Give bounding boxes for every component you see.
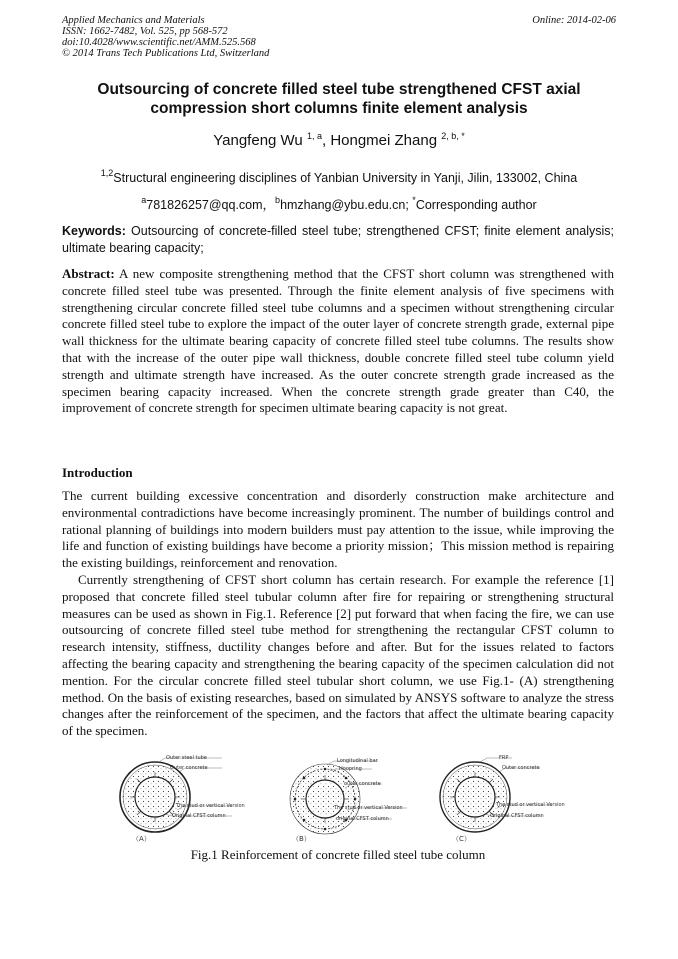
label-outer-concrete: Outer concrete — [502, 765, 540, 771]
panel-c — [440, 755, 565, 843]
label-outer-concrete: outer concrete — [344, 781, 381, 787]
label-stud: The stud or vertical Version — [334, 805, 403, 811]
copyright-line: © 2014 Trans Tech Publications Ltd, Switzerland — [62, 48, 270, 59]
corresponding-note: Corresponding author — [415, 198, 537, 212]
introduction-body — [62, 488, 614, 740]
affiliation — [62, 168, 616, 185]
label-original-cfst: original CFST column — [336, 816, 389, 822]
abstract-label: Abstract: — [62, 266, 115, 281]
email-line: $^a$781826257@qq.com，$^b$hmzhang@ybu.edu.cn; *Corresponding author — [141, 195, 537, 212]
email-link[interactable]: hmzhang@ybu.edu.cn; — [280, 198, 409, 212]
figure-reinforcement-diagram — [62, 755, 614, 845]
panel-c-label: （C） — [452, 835, 471, 843]
corresponding-star: * — [412, 195, 416, 205]
email-superscript: a — [141, 195, 147, 205]
original-cfst-core — [137, 779, 173, 815]
paragraph: The current building excessive concentration and disorderly construction make architecture and environmental contradictions have become increasingly prominent. The number of buildings control and rational planning of buildings into modern builders must pay attention to the issue, while improving the life and function of existing buildings have become a priority mission；This mission method is repairing the existing buildings, reinforcement and renovation. — [62, 488, 614, 571]
abstract-text: A new composite strengthening method that the CFST short column was strengthened with concrete filled steel tube was presented. Through the finite element analysis of five specimens with strengthening circular concrete filled steel tube columns and a specimen without strengthening circular concrete filled steel tube to explore the impact of the outer layer of concrete strength grade, external pipe wall thickness for the ultimate bearing capacity of concrete filled steel tube columns. The results show that with the increase of the outer pipe wall thickness, double concrete filled steel tube column yield strength and ultimate strength have increased. As the outer concrete strength grade increased as the specimen bearing capacity increased. When the concrete strength grade greater than C40, the improvement of concrete strength for specimen ultimate bearing capacity is not great. — [62, 266, 614, 416]
affiliation-superscript: 1,2 — [100, 168, 114, 178]
panel-a-label: （A） — [132, 835, 151, 843]
journal-name: Applied Mechanics and Materials — [62, 15, 205, 26]
label-hoopring: Hoopring — [339, 766, 362, 772]
journal-header — [62, 15, 269, 59]
email-superscript: b — [275, 195, 281, 205]
label-outer-steel-tube: Outer steel tube — [166, 755, 207, 761]
label-frp: FRP — [499, 755, 509, 761]
keywords-block — [62, 223, 614, 257]
label-original-cfst: Original CFST column — [172, 813, 226, 819]
panel-a — [120, 755, 245, 843]
keywords-text: Outsourcing of concrete-filled steel tube; strengthened CFST; finite element analysis; ultimate bearing capacity; — [62, 224, 614, 255]
affiliation-text: Structural engineering disciplines of Yanbian University in Yanji, Jilin, 133002, China — [113, 171, 578, 185]
paper-title: Outsourcing of concrete filled steel tube strengthened CFST axial compression short columns finite element analysis — [97, 81, 581, 117]
online-date: Online: 2014-02-06 — [532, 15, 616, 26]
figure-caption: Fig.1 Reinforcement of concrete filled steel tube column — [190, 847, 486, 862]
original-cfst-core — [457, 779, 493, 815]
doi-line: doi:10.4028/www.scientific.net/AMM.525.568 — [62, 37, 256, 48]
section-heading: Introduction — [62, 465, 133, 480]
issn-line: ISSN: 1662-7482, Vol. 525, pp 568-572 — [62, 26, 228, 37]
label-original-cfst: Original CFST column — [490, 813, 544, 819]
keywords-label: Keywords: — [62, 224, 126, 238]
panel-b — [290, 758, 407, 843]
author-superscript: 1, a — [306, 131, 322, 141]
author-superscript: 2, b, * — [441, 131, 465, 141]
label-outer-concrete: Outer concrete — [170, 765, 208, 771]
abstract-block — [62, 266, 614, 417]
author-name: Yangfeng Wu — [213, 132, 303, 149]
label-stud: The stud or vertical Version — [496, 802, 565, 808]
author-line: Yangfeng Wu $^{1, a}$, Hongmei Zhang $^{2, b, *}$ — [213, 131, 465, 149]
author-name: Hongmei Zhang — [330, 132, 438, 149]
label-stud: The stud or vertical Version — [176, 803, 245, 809]
panel-b-label: （B） — [292, 835, 311, 843]
paragraph: Currently strengthening of CFST short column has certain research. For example the reference [1] proposed that concrete filled steel tubular column after fire for repairing or strengthening structural measures can be used as shown in Fig.1. Reference [2] put forward that when facing the fire, we can use outsourcing of concrete filled steel tube method for strengthening the rectangular CFST column to research intensity, stiffness, ductility changes before and after. But for the issues related to factors affecting the bearing capacity and strengthening the bearing capacity of the specimen calculation did not mention. For the circular concrete filled steel tubular short column, we use Fig.1- (A) strengthening method. On the basis of existing researches, based on simulated by ANSYS software to analyze the stress changes after the reinforcement of the specimen, and the factors that affect the ultimate bearing capacity of the specimen. — [62, 571, 614, 739]
email-link[interactable]: 781826257@qq.com — [146, 198, 263, 212]
label-longitudinal-bar: Longitudinal bar — [337, 758, 378, 764]
